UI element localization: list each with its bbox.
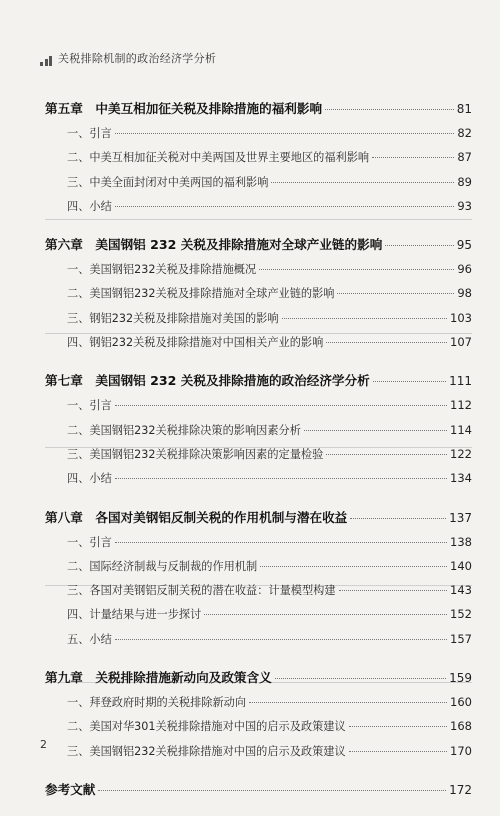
- section-entry[interactable]: [45, 170, 472, 194]
- dot-leader: [325, 108, 454, 110]
- section-title: 二、美国钢铝232关税及排除措施对全球产业链的影响: [67, 287, 335, 301]
- section-entry[interactable]: [45, 442, 472, 466]
- dot-leader: [349, 725, 447, 727]
- dot-leader: [115, 638, 447, 640]
- page-number: 87: [457, 150, 472, 165]
- page-number: 122: [450, 446, 472, 461]
- page-number: 112: [450, 398, 472, 413]
- dot-leader: [249, 701, 447, 703]
- page-number: 137: [449, 510, 472, 525]
- chapter-entry[interactable]: [45, 232, 472, 257]
- page-folio: 2: [40, 738, 47, 751]
- chapter-title: 第七章 美国钢铝 232 关税及排除措施的政治经济学分析: [45, 373, 370, 389]
- section-title: 三、中美全面封闭对中美两国的福利影响: [67, 175, 269, 189]
- section-entry[interactable]: [45, 194, 472, 218]
- dot-leader: [373, 380, 446, 382]
- section-title: 一、美国钢铝232关税及排除措施概况: [67, 263, 257, 277]
- page-number: 140: [450, 558, 472, 573]
- page-number: 81: [456, 102, 472, 116]
- section-entry[interactable]: [45, 690, 472, 714]
- dot-leader: [282, 317, 448, 319]
- section-title: 三、美国钢铝232关税排除决策影响因素的定量检验: [67, 447, 324, 461]
- section-title: 一、拜登政府时期的关税排除新动向: [67, 696, 247, 710]
- section-entry[interactable]: [45, 306, 472, 330]
- header-title: 关税排除机制的政治经济学分析: [58, 52, 217, 65]
- section-title: 四、钢铝232关税及排除措施对中国相关产业的影响: [67, 336, 324, 350]
- section-entry[interactable]: [45, 714, 472, 738]
- section-entry[interactable]: [45, 602, 472, 626]
- section-entry[interactable]: [45, 393, 472, 417]
- toc-chapter: [45, 232, 472, 354]
- section-entry[interactable]: [45, 145, 472, 169]
- toc-chapter: [45, 505, 472, 651]
- dot-leader: [115, 205, 455, 207]
- section-entry[interactable]: [45, 281, 472, 305]
- running-header: [40, 50, 216, 66]
- page-number: 96: [457, 262, 472, 277]
- chapter-entry[interactable]: [45, 777, 472, 802]
- section-entry[interactable]: [45, 257, 472, 281]
- page-number: 98: [457, 286, 472, 301]
- section-entry[interactable]: [45, 418, 472, 442]
- page-number: 160: [450, 695, 472, 710]
- toc-chapter: [45, 368, 472, 490]
- page-number: 152: [450, 607, 472, 622]
- section-entry[interactable]: [45, 739, 472, 763]
- chapter-entry[interactable]: [45, 665, 472, 690]
- dot-leader: [260, 565, 447, 567]
- page-number: 157: [450, 631, 472, 646]
- section-entry[interactable]: [45, 578, 472, 602]
- page-number: 170: [450, 743, 472, 758]
- page-number: 82: [457, 126, 472, 140]
- table-of-contents: [45, 96, 472, 816]
- section-title: 四、小结: [67, 472, 112, 486]
- dot-leader: [115, 132, 455, 134]
- section-entry[interactable]: [45, 121, 472, 145]
- dot-leader: [304, 429, 447, 431]
- dot-leader: [349, 750, 447, 752]
- page-number: 172: [449, 782, 472, 797]
- page-number: 107: [450, 335, 472, 350]
- dot-leader: [204, 613, 447, 615]
- page-number: 103: [450, 310, 472, 325]
- chapter-title: 第五章 中美互相加征关税及排除措施的福利影响: [45, 101, 323, 116]
- dot-leader: [337, 292, 454, 294]
- page-number: 159: [449, 671, 472, 686]
- section-title: 三、钢铝232关税及排除措施对美国的影响: [67, 311, 279, 325]
- dot-leader: [271, 181, 454, 183]
- chapter-title: 第六章 美国钢铝 232 关税及排除措施对全球产业链的影响: [45, 237, 383, 253]
- dot-leader: [326, 453, 447, 455]
- section-title: 二、美国对华301关税排除措施对中国的启示及政策建议: [67, 720, 346, 734]
- toc-chapter: [45, 777, 472, 802]
- dot-leader: [350, 517, 446, 519]
- chapter-title: 第八章 各国对美钢铝反制关税的作用机制与潜在收益: [45, 509, 348, 525]
- dot-leader: [115, 404, 447, 406]
- section-title: 一、引言: [67, 399, 112, 413]
- section-entry[interactable]: [45, 330, 472, 354]
- section-title: 三、各国对美钢铝反制关税的潜在收益：计量模型构建: [67, 584, 336, 598]
- section-title: 二、中美互相加征关税对中美两国及世界主要地区的福利影响: [67, 151, 370, 165]
- dot-leader: [372, 156, 454, 158]
- section-title: 四、计量结果与进一步探讨: [67, 608, 202, 622]
- toc-chapter: [45, 96, 472, 218]
- page-number: 111: [449, 374, 472, 389]
- section-title: 二、美国钢铝232关税排除决策的影响因素分析: [67, 423, 301, 437]
- dot-leader: [98, 789, 446, 791]
- page-number: 114: [450, 422, 472, 437]
- page-number: 138: [450, 534, 472, 549]
- dot-leader: [259, 268, 454, 270]
- page-number: 168: [450, 719, 472, 734]
- chapter-title: 第九章 关税排除措施新动向及政策含义: [45, 670, 272, 686]
- dot-leader: [275, 677, 446, 679]
- chapter-entry[interactable]: [45, 96, 472, 121]
- section-entry[interactable]: [45, 530, 472, 554]
- bars-icon: [40, 56, 52, 66]
- section-title: 一、引言: [67, 127, 112, 140]
- section-entry[interactable]: [45, 466, 472, 490]
- dot-leader: [326, 341, 447, 343]
- chapter-entry[interactable]: [45, 505, 472, 530]
- page-number: 143: [450, 583, 472, 598]
- page-number: 93: [457, 198, 472, 213]
- toc-chapter: [45, 665, 472, 763]
- dot-leader: [385, 244, 453, 246]
- dot-leader: [115, 477, 447, 479]
- section-title: 三、美国钢铝232关税排除措施对中国的启示及政策建议: [67, 744, 346, 758]
- dot-leader: [339, 589, 448, 591]
- page-number: 95: [456, 238, 472, 253]
- section-title: 一、引言: [67, 535, 112, 549]
- section-title: 二、国际经济制裁与反制裁的作用机制: [67, 559, 258, 573]
- section-title: 五、小结: [67, 632, 112, 646]
- section-entry[interactable]: [45, 554, 472, 578]
- chapter-entry[interactable]: [45, 368, 472, 393]
- section-title: 四、小结: [67, 199, 112, 213]
- page-number: 134: [450, 471, 472, 486]
- chapter-title: 参考文献: [45, 781, 96, 797]
- page-number: 89: [457, 174, 472, 189]
- section-entry[interactable]: [45, 627, 472, 651]
- dot-leader: [115, 541, 447, 543]
